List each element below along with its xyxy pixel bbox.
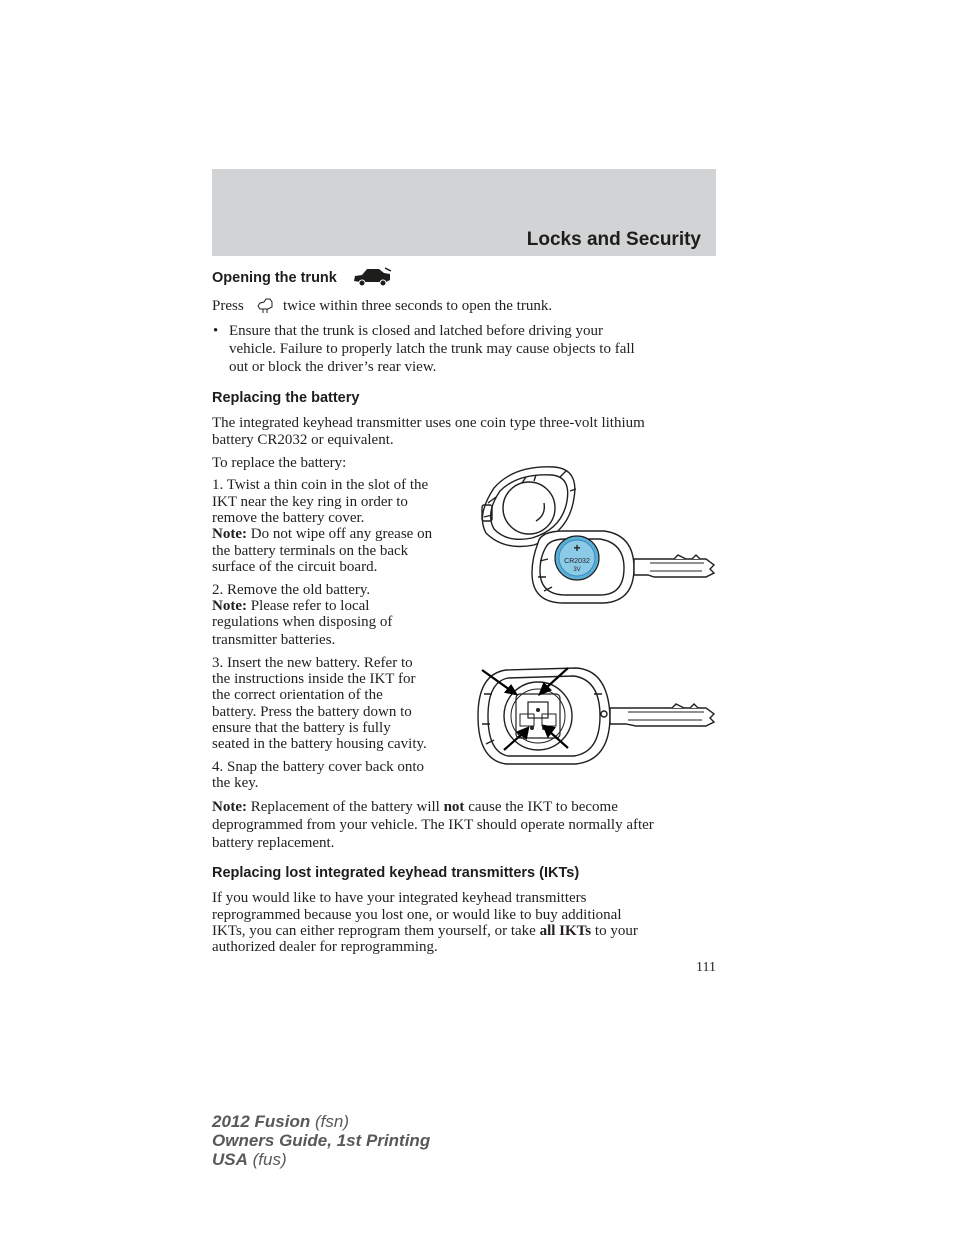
lost-line-2: reprogrammed because you lost one, or would like to buy additional — [212, 907, 622, 923]
note-label: Note: — [212, 526, 247, 542]
lost-line-4: authorized dealer for reprogramming. — [212, 939, 438, 955]
battery-plus-label: + — [573, 541, 581, 555]
heading-replacing-battery: Replacing the battery — [212, 390, 360, 406]
footer-line-3: USA (fus) — [212, 1150, 287, 1169]
step4-line-1: 4. Snap the battery cover back onto — [212, 759, 425, 775]
step3-line-1: 3. Insert the new battery. Refer to — [212, 655, 413, 671]
battery-intro-line-2: battery CR2032 or equivalent. — [212, 432, 394, 448]
step1-line-3: remove the battery cover. — [212, 510, 365, 526]
battery-housing-illustration — [476, 664, 719, 768]
final-note-line-3: battery replacement. — [212, 835, 335, 851]
step2-note-line-3: transmitter batteries. — [212, 632, 336, 648]
footer-line-2: Owners Guide, 1st Printing — [212, 1131, 431, 1150]
trunk-release-button-icon — [256, 297, 274, 315]
chapter-title: Locks and Security — [526, 229, 701, 250]
step3-line-6: seated in the battery housing cavity. — [212, 736, 427, 752]
bullet-marker: • — [213, 323, 219, 339]
bullet-text-line-3: out or block the driver’s rear view. — [229, 359, 437, 375]
step2-note-line-2: regulations when disposing of — [212, 614, 393, 630]
step1-line-2: IKT near the key ring in order to — [212, 494, 408, 510]
step3-line-3: the correct orientation of the — [212, 687, 383, 703]
lost-line-1: If you would like to have your integrated keyhead transmitters — [212, 890, 587, 906]
footer-imprint — [212, 1112, 430, 1169]
press-before: Press — [212, 298, 244, 314]
heading-replacing-lost-ikts: Replacing lost integrated keyhead transmitters (IKTs) — [212, 865, 580, 881]
heading-text: Opening the trunk — [212, 270, 337, 286]
battery-voltage-label: 3V — [573, 567, 581, 573]
final-note-line-2: deprogrammed from your vehicle. The IKT should operate normally after — [212, 817, 654, 833]
to-replace-text: To replace the battery: — [212, 455, 347, 471]
bullet-text-line-1: Ensure that the trunk is closed and latched before driving your — [229, 323, 604, 339]
step1-note-line-3: surface of the circuit board. — [212, 559, 378, 575]
press-instruction — [212, 298, 244, 315]
footer-line-1: 2012 Fusion (fsn) — [212, 1112, 349, 1131]
battery-model-label: CR2032 — [564, 558, 590, 565]
step3-line-2: the instructions inside the IKT for — [212, 671, 416, 687]
step4-line-2: the key. — [212, 775, 259, 791]
press-after: twice within three seconds to open the trunk. — [283, 298, 553, 314]
heading-opening-trunk — [212, 270, 337, 286]
chapter-header-band — [212, 169, 716, 256]
car-trunk-icon — [352, 266, 392, 288]
step2-line: 2. Remove the old battery. — [212, 582, 371, 598]
step2-note-line-1: Note: Please refer to local — [212, 598, 370, 614]
battery-intro-line-1: The integrated keyhead transmitter uses one coin type three-volt lithium — [212, 415, 645, 431]
final-note-line-1: Note: Replacement of the battery will not cause the IKT to become — [212, 799, 618, 815]
step3-line-5: ensure that the battery is fully — [212, 720, 391, 736]
note-label: Note: — [212, 598, 247, 614]
step1-line-1: 1. Twist a thin coin in the slot of the — [212, 477, 429, 493]
lost-line-3: IKTs, you can either reprogram them yourself, or take all IKTs to your — [212, 923, 638, 939]
step1-note-line-2: the battery terminals on the back — [212, 543, 409, 559]
step3-line-4: battery. Press the battery down to — [212, 704, 412, 720]
note-label: Note: — [212, 799, 247, 815]
page-number: 111 — [696, 960, 716, 975]
step1-note-line-1: Note: Do not wipe off any grease on — [212, 526, 433, 542]
bullet-text-line-2: vehicle. Failure to properly latch the trunk may cause objects to fall — [229, 341, 635, 357]
battery-removal-illustration — [474, 463, 719, 608]
